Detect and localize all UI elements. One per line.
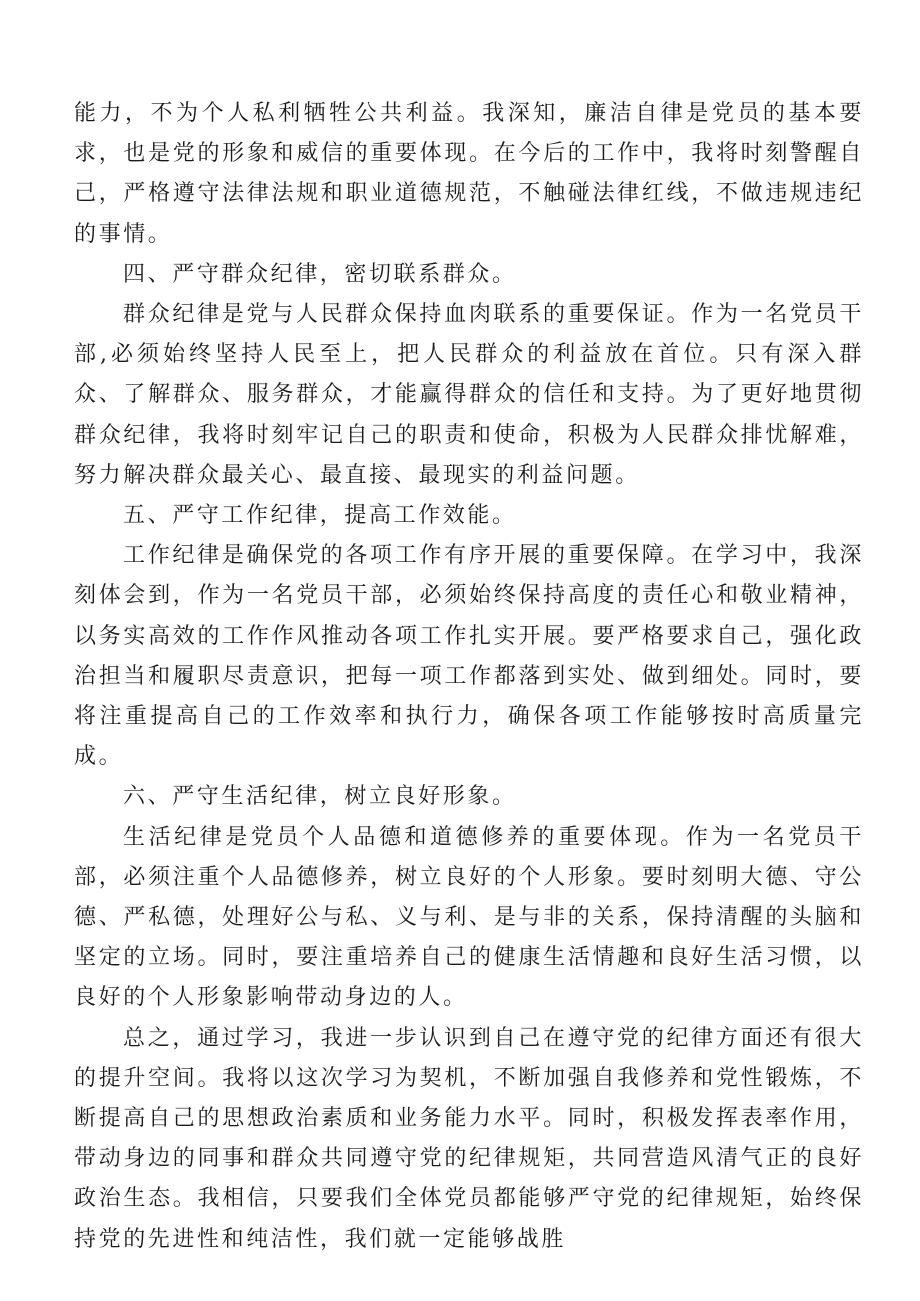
paragraph-1: 能力，不为个人私利牺牲公共利益。我深知，廉洁自律是党员的基本要求，也是党的形象和威信的重要体现。在今后的工作中，我将时刻警醒自己，严格遵守法律法规和职业道德规范，不触碰法律红线，不做违规违纪的事情。 [74,101,864,247]
paragraph-mass-discipline: 群众纪律是党与人民群众保持血肉联系的重要保证。作为一名党员干部,必须始终坚持人民至上，把人民群众的利益放在首位。只有深入群众、了解群众、服务群众，才能赢得群众的信任和支持。为了更好地贯彻群众纪律，我将时刻牢记自己的职责和使命，积极为人民群众排忧解难，努力解决群众最关心、最直接、最现实的利益问题。 [74,302,864,488]
paragraph-conclusion: 总之，通过学习，我进一步认识到自己在遵守党的纪律方面还有很大的提升空间。我将以这次学习为契机，不断加强自我修养和党性锻炼，不断提高自己的思想政治素质和业务能力水平。同时，积极发挥表率作用，带动身边的同事和群众共同遵守党的纪律规矩，共同营造风清气正的良好政治生态。我相信，只要我们全体党员都能够严守党的纪律规矩，始终保持党的先进性和纯洁性，我们就一定能够战胜 [74,1025,864,1252]
paragraph-life-discipline: 生活纪律是党员个人品德和道德修养的重要体现。作为一名党员干部，必须注重个人品德修养，树立良好的个人形象。要时刻明大德、守公德、严私德，处理好公与私、义与利、是与非的关系，保持清醒的头脑和坚定的立场。同时，要注重培养自己的健康生活情趣和良好生活习惯，以良好的个人形象影响带动身边的人。 [74,824,864,1011]
section-heading-5: 五、严守工作纪律，提高工作效能。 [123,503,517,529]
document-body [74,94,864,1260]
section-heading-6: 六、严守生活纪律，树立良好形象。 [123,784,517,810]
section-heading-4: 四、严守群众纪律，密切联系群众。 [123,261,517,287]
paragraph-work-discipline: 工作纪律是确保党的各项工作有序开展的重要保障。在学习中，我深刻体会到，作为一名党员干部，必须始终保持高度的责任心和敬业精神，以务实高效的工作作风推动各项工作扎实开展。要严格要求自己，强化政治担当和履职尽责意识，把每一项工作都落到实处、做到细处。同时，要将注重提高自己的工作效率和执行力，确保各项工作能够按时高质量完成。 [74,543,864,770]
